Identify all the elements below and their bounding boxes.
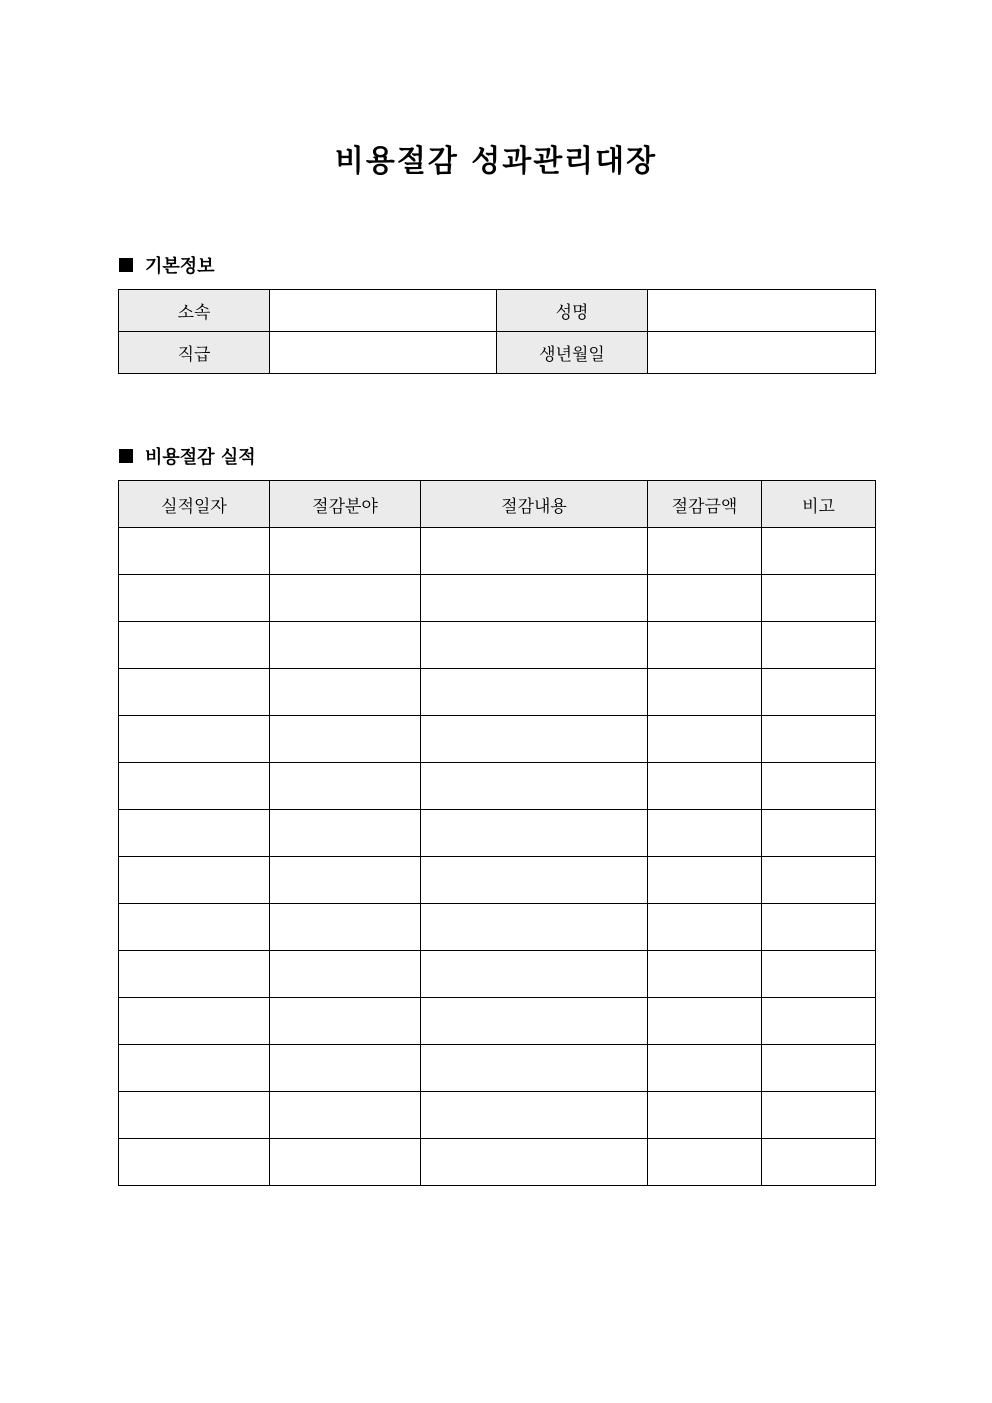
- area-cell[interactable]: [270, 998, 421, 1045]
- remarks-cell[interactable]: [762, 904, 876, 951]
- square-bullet-icon: [119, 449, 133, 463]
- position-label: 직급: [119, 332, 270, 374]
- date-cell[interactable]: [119, 669, 270, 716]
- table-row: [119, 1092, 876, 1139]
- results-header-row: [119, 481, 876, 528]
- results-heading-label: 비용절감 실적: [145, 447, 256, 468]
- date-cell[interactable]: [119, 857, 270, 904]
- table-row: [119, 763, 876, 810]
- area-cell[interactable]: [270, 810, 421, 857]
- amount-cell[interactable]: [648, 904, 762, 951]
- basic-info-row: [119, 290, 876, 332]
- content-cell[interactable]: [421, 716, 648, 763]
- name-label: 성명: [497, 290, 648, 332]
- amount-cell[interactable]: [648, 998, 762, 1045]
- content-cell[interactable]: [421, 1092, 648, 1139]
- date-cell[interactable]: [119, 998, 270, 1045]
- area-cell[interactable]: [270, 1045, 421, 1092]
- area-cell[interactable]: [270, 669, 421, 716]
- content-cell[interactable]: [421, 763, 648, 810]
- table-row: [119, 528, 876, 575]
- area-cell[interactable]: [270, 1092, 421, 1139]
- column-header-area: 절감분야: [270, 481, 421, 528]
- amount-cell[interactable]: [648, 575, 762, 622]
- basic-info-heading: [119, 252, 215, 278]
- content-cell[interactable]: [421, 857, 648, 904]
- content-cell[interactable]: [421, 1139, 648, 1186]
- remarks-cell[interactable]: [762, 575, 876, 622]
- table-row: [119, 857, 876, 904]
- date-cell[interactable]: [119, 763, 270, 810]
- table-row: [119, 810, 876, 857]
- remarks-cell[interactable]: [762, 716, 876, 763]
- table-row: [119, 716, 876, 763]
- area-cell[interactable]: [270, 528, 421, 575]
- remarks-cell[interactable]: [762, 763, 876, 810]
- amount-cell[interactable]: [648, 1139, 762, 1186]
- basic-info-table: [118, 289, 876, 374]
- results-body: [119, 528, 876, 1186]
- remarks-cell[interactable]: [762, 857, 876, 904]
- remarks-cell[interactable]: [762, 810, 876, 857]
- amount-cell[interactable]: [648, 1092, 762, 1139]
- content-cell[interactable]: [421, 528, 648, 575]
- amount-cell[interactable]: [648, 857, 762, 904]
- amount-cell[interactable]: [648, 1045, 762, 1092]
- area-cell[interactable]: [270, 1139, 421, 1186]
- date-cell[interactable]: [119, 1092, 270, 1139]
- table-row: [119, 904, 876, 951]
- date-cell[interactable]: [119, 810, 270, 857]
- content-cell[interactable]: [421, 622, 648, 669]
- table-row: [119, 669, 876, 716]
- remarks-cell[interactable]: [762, 1092, 876, 1139]
- date-cell[interactable]: [119, 1139, 270, 1186]
- date-cell[interactable]: [119, 904, 270, 951]
- results-table: [118, 480, 876, 1186]
- area-cell[interactable]: [270, 575, 421, 622]
- page-title: 비용절감 성과관리대장: [334, 144, 658, 179]
- content-cell[interactable]: [421, 810, 648, 857]
- results-heading: [119, 443, 256, 469]
- table-row: [119, 1139, 876, 1186]
- content-cell[interactable]: [421, 998, 648, 1045]
- amount-cell[interactable]: [648, 763, 762, 810]
- birthdate-field[interactable]: [648, 332, 876, 374]
- remarks-cell[interactable]: [762, 669, 876, 716]
- remarks-cell[interactable]: [762, 622, 876, 669]
- content-cell[interactable]: [421, 1045, 648, 1092]
- area-cell[interactable]: [270, 857, 421, 904]
- amount-cell[interactable]: [648, 528, 762, 575]
- column-header-remarks: 비고: [762, 481, 876, 528]
- area-cell[interactable]: [270, 763, 421, 810]
- content-cell[interactable]: [421, 669, 648, 716]
- basic-info-heading-label: 기본정보: [145, 256, 215, 277]
- table-row: [119, 998, 876, 1045]
- area-cell[interactable]: [270, 622, 421, 669]
- area-cell[interactable]: [270, 904, 421, 951]
- date-cell[interactable]: [119, 575, 270, 622]
- content-cell[interactable]: [421, 951, 648, 998]
- square-bullet-icon: [119, 258, 133, 272]
- amount-cell[interactable]: [648, 622, 762, 669]
- affiliation-field[interactable]: [270, 290, 497, 332]
- date-cell[interactable]: [119, 716, 270, 763]
- table-row: [119, 622, 876, 669]
- amount-cell[interactable]: [648, 951, 762, 998]
- table-row: [119, 951, 876, 998]
- content-cell[interactable]: [421, 904, 648, 951]
- date-cell[interactable]: [119, 951, 270, 998]
- column-header-date: 실적일자: [119, 481, 270, 528]
- table-row: [119, 1045, 876, 1092]
- area-cell[interactable]: [270, 951, 421, 998]
- remarks-cell[interactable]: [762, 528, 876, 575]
- amount-cell[interactable]: [648, 669, 762, 716]
- remarks-cell[interactable]: [762, 998, 876, 1045]
- remarks-cell[interactable]: [762, 1139, 876, 1186]
- content-cell[interactable]: [421, 575, 648, 622]
- date-cell[interactable]: [119, 1045, 270, 1092]
- amount-cell[interactable]: [648, 716, 762, 763]
- remarks-cell[interactable]: [762, 951, 876, 998]
- date-cell[interactable]: [119, 622, 270, 669]
- basic-info-row: [119, 332, 876, 374]
- date-cell[interactable]: [119, 528, 270, 575]
- area-cell[interactable]: [270, 716, 421, 763]
- birthdate-label: 생년월일: [497, 332, 648, 374]
- table-row: [119, 575, 876, 622]
- name-field[interactable]: [648, 290, 876, 332]
- position-field[interactable]: [270, 332, 497, 374]
- amount-cell[interactable]: [648, 810, 762, 857]
- affiliation-label: 소속: [119, 290, 270, 332]
- column-header-amount: 절감금액: [648, 481, 762, 528]
- column-header-content: 절감내용: [421, 481, 648, 528]
- remarks-cell[interactable]: [762, 1045, 876, 1092]
